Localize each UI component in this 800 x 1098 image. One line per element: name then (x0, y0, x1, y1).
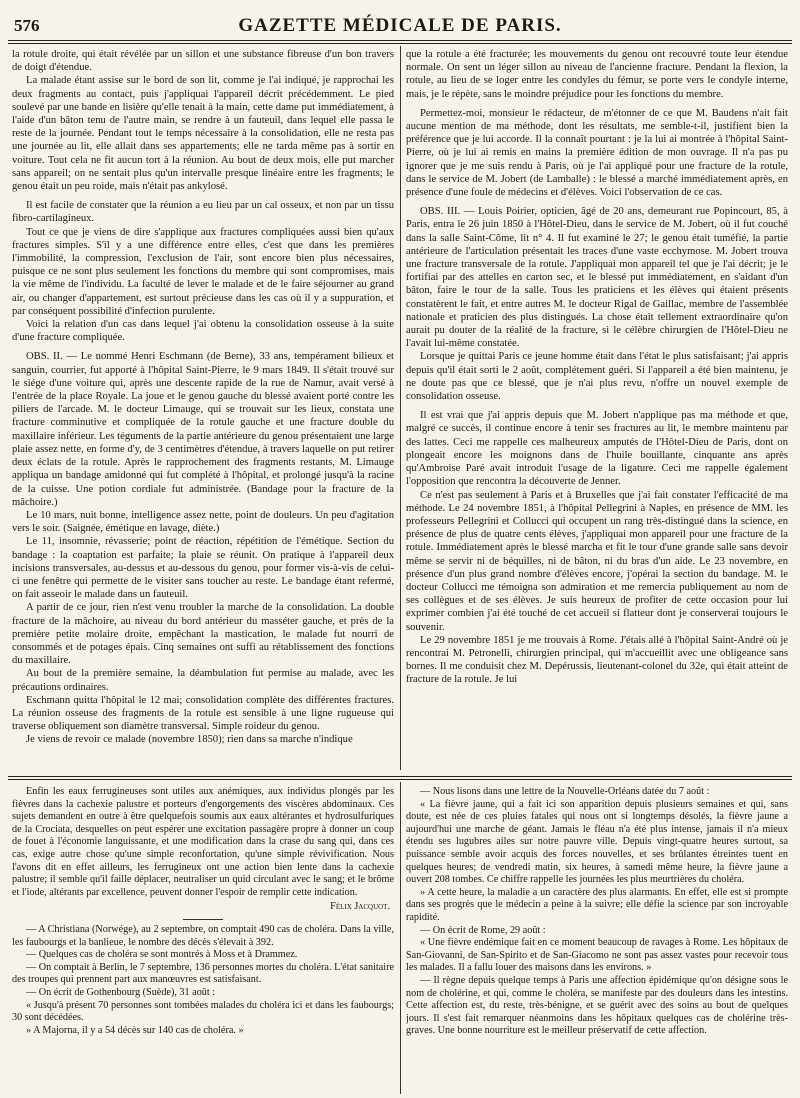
column-divider-bottom (400, 782, 401, 1094)
news-item: » A Majorna, il y a 54 décès sur 140 cas de choléra. » (26, 1024, 244, 1036)
paragraph: Lorsque je quittai Paris ce jeune homme était dans l'état le plus satisfaisant; j'ai appris depuis qu'il était sorti le 2 août, complétement guéri. Si l'appareil a été bien maintenu, je ne doute pas que ce blessé, que je n'ai plus revu, n'offre un nouvel exemple de consolidation osseuse. (406, 351, 788, 403)
news-item: « La fièvre jaune, qui a fait ici son apparition depuis plusieurs semaines et qui, sans doute, est née de ces pluies fatales qui nous ont si longtemps désolés, la fièvre jaune a aujourd'hui une marche de géant. Jamais le fléau n'a été plus intense, jamais il n'a mieux étendu ses lugubres ailes sur notre pauvre ville. Depuis vingt-quatre heures surtout, sa puissance semble avoir acquis des forces nouvelles, et ses brûlantes étreintes tuent en quelques heures; de vendredi matin, six heures, à samedi même heure, la fièvre jaune a ouvert 208 tombes. Ce chiffre rappelle les journées les plus meurtrières du choléra. (406, 798, 788, 886)
section-rule (8, 776, 792, 777)
page-number: 576 (14, 16, 40, 35)
article-column-left (12, 48, 394, 770)
news-item: — Quelques cas de choléra se sont montrés à Moss et à Drammez. (26, 949, 298, 961)
section-rule-double (8, 779, 792, 780)
header-rule (8, 40, 792, 41)
news-item: — On écrit de Gothenbourg (Suède), 31 août : (26, 986, 216, 998)
observation-paragraph: OBS. II. — Le nommé Henri Eschmann (de Berne), 33 ans, tempérament bilieux et sanguin, courrier, fut apporté à l'hôpital Saint-Pierre, le 9 mars 1849. Il s'était trouvé sur le siége d'une voiture qui, après une descente rapide de la rue de Namur, avait versé à l'entrée de la place Royale. La joue et le genou gauche du blessé avaient porté contre les piliers de l'arcade. M. le docteur Limauge, qui se trouvait sur les lieux, constata une fracture comminutive et compliquée de la rotule gauche et une fracture double du maxillaire inférieur. Les téguments de la partie antérieure du genou présentaient une large plaie assez nette, en forme d'y, de 3 centimètres d'étendue, à travers laquelle on put retirer deux éclats de la rotule. Après le rapprochement des fragments restants, M. Limauge appliqua un bandage amidonné qui fut complété à l'hôpital, et prolongé jusqu'à la racine de la cuisse. Une potion cordiale fut administrée. (Bandage pour la fracture de la mâchoire.) (12, 351, 394, 508)
paragraph: Le 10 mars, nuit bonne, intelligence assez nette, point de douleurs. Un peu d'agitation vers le soir. (Saignée, émétique en lavage, diète.) (12, 509, 394, 535)
news-item: — On comptait à Berlin, le 7 septembre, 136 personnes mortes du choléra. L'état sanitaire des troupes qui prennent part aux manœuvres est satisfaisant. (12, 961, 394, 986)
news-item: « Une fièvre endémique fait en ce moment beaucoup de ravages à Rome. Les hôpitaux de San-Giovanni, de San-Spirito et de San-Giacomo ne sont pas assez vastes pour recevoir tous les malades. Il a fallu louer des maisons dans les environs. » (406, 937, 788, 974)
author-signature: Félix Jacquot. (330, 901, 390, 913)
news-item: « Jusqu'à présent 70 personnes sont tombées malades du choléra ici et dans les faubourgs; 30 sont décédées. (12, 999, 394, 1024)
feuilleton-column-left (12, 786, 394, 1096)
paragraph: Eschmann quitta l'hôpital le 12 mai; consolidation complète des différentes fractures. La réunion osseuse des fragments de la rotule est sensible à une ligne rugueuse qui traverse obliquement son diamètre transversal. Simple roideur du genou. (12, 694, 394, 733)
paragraph: Il est vrai que j'ai appris depuis que M. Jobert n'applique pas ma méthode et que, malgré ce succès, il continue encore à tenir ses fractures au lit, le membre maintenu par des lattes. Ceci me rappelle ces malheureux amputés de l'Hôtel-Dieu de Paris, dont on plongeait encore les moignons dans de l'huile bouillante, cinquante ans après qu'Ambroise Paré avait introduit l'usage de la ligature. Ceci me rappelle également l'opposition que rencontra la découverte de Jenner. (406, 410, 788, 488)
news-item: » A cette heure, la maladie a un caractère des plus alarmants. En effet, elle est si prompte dans ses progrès que le médecin a peine à la suivre; elle défie la science par son incroyable rapidité. (406, 886, 788, 923)
paragraph: Enfin les eaux ferrugineuses sont utiles aux anémiques, aux individus plongés par les fièvres dans la cachexie palustre et porteurs d'engorgements des viscères abdominaux. Ces sujets demandent en outre à être quelquefois soumis aux eaux altérantes et hydrosulfuriques de la Crociata, desquelles on peut espérer une excitation passagère propre à donner un coup de fouet à l'économie languissante, et une modification dans la crase du sang qui, dans ces cas, exige autre chose qu'une simple reconfortation, qu'une simple révivification. Nous l'avons dit en effet ailleurs, les ferrugineux ont une action bien lente dans la cachexie palustre; il semble qu'il faille déplacer, neutraliser un quid circulant avec le sang; et le brôme et l'iode, altérants par excellence, peuvent donner l'espoir de remplir cette indication. (12, 786, 394, 898)
paragraph: Tout ce que je viens de dire s'applique aux fractures compliquées aussi bien qu'aux fractures simples. S'il y a une différence entre elles, c'est que dans les premières l'immobilité, la compression, l'exclusion de l'air, sont encore bien plus nécessaires, puisque ce ne sont plus seulement les fonctions du membre qui sont compromises, mais la vie même de l'individu. La faculté de lever le malade et de le faire séjourner au grand air, ou changer d'appartement, est surtout précieuse dans les cas où il y a suppuration, et par conséquent possibilité d'infection purulente. (12, 226, 394, 317)
paragraph: que la rotule a été fracturée; les mouvements du genou ont recouvré toute leur étendue normale. On sent un léger sillon au niveau de l'ancienne fracture. Pendant la flexion, la rotule, au lieu de se loger entre les condyles du fémur, se porte vers le condyle interne, mais, je le répète, sans le moindre préjudice pour les fonctions du membre. (406, 49, 788, 100)
news-item: — Nous lisons dans une lettre de la Nouvelle-Orléans datée du 7 août : (420, 786, 710, 797)
journal-title: GAZETTE MÉDICALE DE PARIS. (238, 15, 562, 36)
paragraph: A partir de ce jour, rien n'est venu troubler la marche de la consolidation. La double fracture de la mâchoire, au niveau du bord antérieur du masséter gauche, et près de la première petite molaire droite, empêchant la mastication, le malade fut nourri de consommés et de potages épais. Cinq semaines ont suffi au rétablissement des fonctions du maxillaire. (12, 602, 394, 667)
paragraph: Il est facile de constater que la réunion a eu lieu par un cal osseux, et non par un tissu fibro-cartilagineux. (12, 200, 394, 225)
observation-paragraph: OBS. III. — Louis Poirier, opticien, âgé de 20 ans, demeurant rue Popincourt, 85, à Paris, entra le 26 juin 1850 à l'Hôtel-Dieu, dans le service de M. Jobert, où il fut couché dans la salle Saint-Côme, lit n° 4. Il fut examiné le 27; le genou était tuméfié, la partie antérieure de l'articulation présentait les traces d'une vaste ecchymose. M. Jobert trouva une fracture transversale de la rotule. J'appliquai mon appareil tel que je l'ai décrit; je le fortifiai par des attelles en carton sec, et le blessé put immédiatement, en s'aidant d'un bâton, faire le tour de la salle. Tous les praticiens et les élèves qui étaient présents constatèrent le fait, et entre autres M. le docteur Rigal de Gaillac, membre de l'assemblée nationale et praticien des plus distingués. La chose était tellement extraordinaire qu'on aurait pu douter de la réalité de la fracture, si le célèbre chirurgien de l'Hôtel-Dieu ne l'avait lui-même constatée. (406, 206, 788, 350)
paragraph: la rotule droite, qui était révélée par un sillon et une substance fibreuse d'un bon travers de doigt d'étendue. (12, 49, 394, 74)
news-item: — Il règne depuis quelque temps à Paris une affection épidémique qu'on désigne sous le nom de cholérine, et qui, comme le choléra, se manifeste par des douleurs dans les intestins. Cette affection est, du reste, très-bénigne, et se guérit avec des soins au bout de quelques jours. Il s'est fait remarquer néanmoins dans les hôpitaux quelques cas de cholérine très-graves. Une bonne nourriture est le meilleur préservatif de cette affection. (406, 974, 788, 1037)
news-item: — On écrit de Rome, 29 août : (420, 924, 546, 936)
paragraph: Le 29 novembre 1851 je me trouvais à Rome. J'étais allé à l'hôpital Saint-André où je rencontrai M. Petronelli, chirurgien principal, qui m'accueillit avec une obligeance sans bornes. Il me conduisit chez M. Depérussis, lieutenant-colonel du 32e, qui était atteint de fracture de la rotule. Je lui (406, 634, 788, 686)
page-header (8, 14, 792, 38)
paragraph: Voici la relation d'un cas dans lequel j'ai obtenu la consolidation osseuse à la suite d'une fracture compliquée. (12, 319, 394, 344)
separator (183, 919, 223, 920)
paragraph: La malade étant assise sur le bord de son lit, comme je l'ai indiqué, je rapprochai les deux fragments au contact, puis j'appliquai l'appareil décrit précédemment. Le pied soulevé par une bande en lisière qu'elle tenait à la main, cette dame put immédiatement, à l'aide d'un bâton tenu de l'autre main, se rendre à un fauteuil, dans lequel elle passa le reste de la journée. Pendant tout le temps nécessaire à la consolidation, elle ne resta pas une journée au lit, elle allait dans ses appartements; elle ne tarda même pas à sortir en voiture. Tout cela ne fit aucun tort à la réunion. Au bout de deux mois, elle put marcher sans appareil; on ne sentait plus qu'un intervalle presque linéaire entre les fragments; le genou était un peu roide, mais n'était pas ankylosé. (12, 75, 394, 193)
news-item: — A Christiana (Norwége), au 2 septembre, on comptait 490 cas de choléra. Dans la ville, les faubourgs et la banlieue, le nombre des décès s'élevait à 392. (12, 923, 394, 948)
column-divider-top (400, 46, 401, 770)
article-column-right (406, 48, 788, 770)
paragraph: Au bout de la première semaine, la déambulation fut permise au malade, avec les précautions ordinaires. (12, 668, 394, 693)
header-rule-double (8, 43, 792, 44)
paragraph: Je viens de revoir ce malade (novembre 1850); rien dans sa marche n'indique (26, 734, 353, 746)
paragraph: Le 11, insomnie, révasserie; point de réaction, répétition de l'émétique. Section du bandage : la coaptation est parfaite; la plaie se réunit. On pratique à l'appareil deux incisions transversales, au-dessus et au-dessous du genou, pour former vis-à-vis de celui-ci une fenêtre qui permette de le visiter sans toucher au reste. Le bandage étant refermé, on fait asseoir le malade dans un fauteuil. (12, 536, 394, 601)
news-column-right (406, 786, 788, 1096)
paragraph: Permettez-moi, monsieur le rédacteur, de m'étonner de ce que M. Baudens n'ait fait aucune mention de ma méthode, dont les résultats, me semble-t-il, justifient bien la préférence que je lui accorde. Il la connaît pourtant : je la lui ai montrée à l'hôpital Saint-Pierre, où je lui ai remis en mains la première édition de mon ouvrage. Il n'a pas pu ignorer que je me suis rendu à Paris, où je l'ai appliqué pour une fracture de la rotule, dans le service de M. Jobert (de Lamballe) : le blessé a marché immédiatement après, en présence d'une foule de médecins et d'élèves. Voici l'observation de ce cas. (406, 107, 788, 199)
paragraph: Ce n'est pas seulement à Paris et à Bruxelles que j'ai fait constater l'efficacité de ma méthode. Le 24 novembre 1851, à l'hôpital Pellegrini à Naples, en présence de MM. les professeurs Pellegrini et Collucci qui occupent un rang très-distingué dans la science, en présence de plus de quatre cents élèves, j'appliquai mon appareil pour une fracture de la rotule. Immédiatement après le blessé marcha et fit le tour d'une grande salle sans devoir même se servir ni de béquilles, ni de bâton, ni du bras d'un aide. Le 23 novembre, en présence d'un plus grand nombre d'élèves encore, j'opérai la section du bandage. M. le docteur Collucci me témoigna son admiration et me remercia publiquement au nom de ses collègues et de ses élèves. Je suis heureux de profiter de cette occasion pour lui exprimer combien j'ai été touché de cet accueil si flatteur dont je conserverai toujours le souvenir. (406, 489, 788, 633)
